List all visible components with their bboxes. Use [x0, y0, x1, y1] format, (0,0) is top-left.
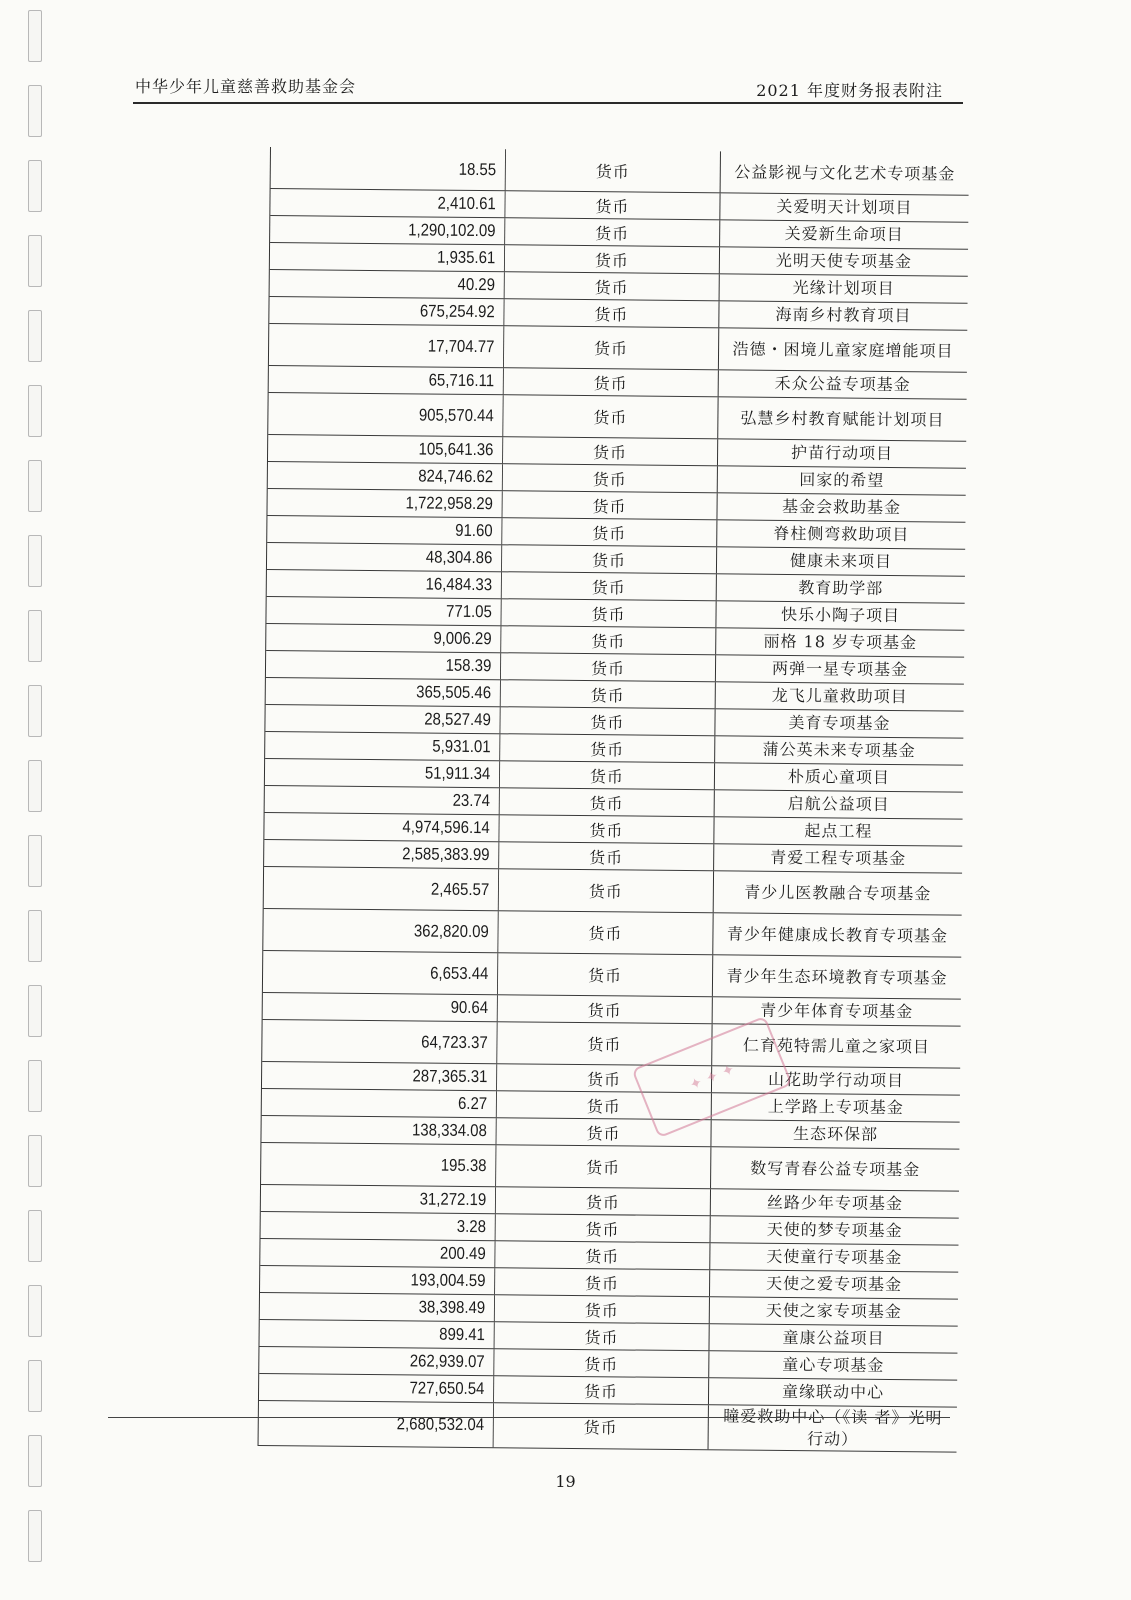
asset-type-cell: 货币	[501, 680, 716, 708]
project-name-cell: 禾众公益专项基金	[774, 373, 911, 395]
amount-cell: 31,272.19	[289, 1185, 496, 1213]
asset-type-cell: 货币	[495, 1295, 710, 1323]
asset-type-cell: 货币	[496, 1187, 711, 1215]
table-row	[264, 867, 962, 916]
table-row	[271, 147, 969, 196]
project-name-cell: 龙飞儿童救助项目	[771, 685, 908, 707]
asset-type-cell: 货币	[500, 788, 715, 816]
binding-hole	[28, 535, 42, 587]
table-row	[268, 393, 966, 442]
amount-cell: 18.55	[299, 147, 506, 190]
table-row	[269, 324, 967, 373]
amount-cell: 38,398.49	[288, 1293, 495, 1321]
asset-type-cell: 货币	[498, 995, 713, 1023]
asset-type-cell: 货币	[504, 326, 719, 369]
binding-hole	[28, 1360, 42, 1412]
amount-cell: 91.60	[295, 516, 502, 544]
project-name-cell: 蒲公英未来专项基金	[762, 739, 916, 761]
project-name-cell: 浩德・困境儿童家庭增能项目	[732, 338, 954, 361]
project-name-cell: 丽格 18 岁专项基金	[763, 631, 918, 653]
asset-type-cell: 货币	[495, 1241, 710, 1269]
amount-cell: 3.28	[289, 1212, 496, 1240]
binding-hole	[28, 1510, 42, 1562]
table-bottom-rule	[108, 1417, 950, 1418]
project-name-cell: 弘慧乡村教育赋能计划项目	[740, 408, 945, 429]
amount-cell: 1,935.61	[298, 243, 505, 271]
binding-hole	[28, 1135, 42, 1187]
binding-hole	[28, 835, 42, 887]
project-name-cell: 上学路上专项基金	[767, 1096, 904, 1118]
amount-cell: 771.05	[295, 597, 502, 625]
fund-balance-table	[258, 147, 969, 1453]
project-name-cell: 回家的希望	[799, 470, 885, 490]
amount-cell: 9,006.29	[294, 624, 501, 652]
asset-type-cell: 货币	[498, 911, 713, 954]
project-name-cell: 青少年健康成长教育专项基金	[726, 923, 949, 946]
project-name-cell: 健康未来项目	[789, 551, 893, 571]
project-name-cell: 光明天使专项基金	[775, 250, 913, 272]
binding-hole	[28, 910, 42, 962]
binding-hole	[28, 310, 42, 362]
amount-cell: 4,974,596.14	[293, 813, 500, 841]
amount-cell: 824,746.62	[296, 462, 503, 490]
project-name-cell: 青爱工程专项基金	[770, 847, 907, 869]
amount-cell: 287,365.31	[290, 1062, 497, 1090]
project-name-cell: 天使的梦专项基金	[766, 1219, 903, 1241]
amount-cell: 1,722,958.29	[296, 489, 503, 517]
amount-cell: 200.49	[288, 1239, 495, 1267]
asset-type-cell: 货币	[500, 761, 715, 789]
amount-cell: 1,290,102.09	[298, 216, 505, 244]
auditor-stamp: ✦ ✦ ✦	[631, 1016, 792, 1139]
project-name-cell: 青少年生态环境教育专项基金	[726, 965, 948, 988]
amount-cell: 2,585,383.99	[292, 840, 499, 868]
table-row	[261, 1143, 959, 1192]
asset-type-cell: 货币	[503, 395, 718, 438]
asset-type-cell: 货币	[499, 815, 714, 843]
amount-cell: 65,716.11	[297, 366, 504, 394]
project-name-cell: 起点工程	[804, 821, 873, 841]
organization-name: 中华少年儿童慈善救助基金会	[135, 77, 357, 96]
asset-type-cell: 货币	[505, 191, 720, 219]
project-name-cell: 童缘联动中心	[781, 1381, 885, 1402]
project-name-cell: 快乐小陶子项目	[780, 604, 901, 626]
amount-cell: 193,004.59	[288, 1266, 495, 1294]
project-name-cell: 青少儿医教融合专项基金	[744, 882, 932, 903]
asset-type-cell: 货币	[501, 653, 716, 681]
asset-type-cell: 货币	[496, 1145, 711, 1188]
project-name-cell: 朴质心童项目	[787, 767, 891, 787]
table-row	[263, 909, 961, 958]
asset-type-cell: 货币	[505, 272, 720, 300]
amount-cell: 899.41	[288, 1320, 495, 1348]
asset-type-cell: 货币	[495, 1268, 710, 1296]
amount-cell: 48,304.86	[295, 543, 502, 571]
project-name-cell: 脊柱侧弯救助项目	[773, 523, 910, 545]
binding-hole	[28, 235, 42, 287]
binding-holes	[0, 0, 60, 1600]
project-name-cell: 青少年体育专项基金	[760, 1000, 914, 1022]
amount-cell: 138,334.08	[290, 1116, 497, 1144]
page-header	[133, 70, 963, 104]
asset-type-cell: 货币	[505, 245, 720, 273]
binding-hole	[28, 685, 42, 737]
amount-cell: 727,650.54	[287, 1374, 494, 1402]
project-name-cell: 关爱明天计划项目	[776, 196, 913, 218]
binding-hole	[28, 985, 42, 1037]
amount-cell: 6,653.44	[291, 951, 498, 994]
amount-cell: 195.38	[289, 1143, 496, 1186]
report-title: 2021 年度财务报表附注	[756, 81, 943, 100]
project-name-cell: 海南乡村教育项目	[775, 304, 912, 326]
amount-cell: 5,931.01	[293, 732, 500, 760]
binding-hole	[28, 460, 42, 512]
asset-type-cell: 货币	[506, 149, 721, 192]
asset-type-cell: 货币	[502, 572, 717, 600]
project-name-cell: 天使之家专项基金	[765, 1300, 902, 1322]
amount-cell: 2,410.61	[299, 189, 506, 217]
asset-type-cell: 货币	[497, 1022, 712, 1065]
project-name-cell: 童康公益项目	[782, 1327, 885, 1348]
asset-type-cell: 货币	[503, 464, 718, 492]
asset-type-cell: 货币	[499, 869, 714, 912]
asset-type-cell: 货币	[501, 599, 716, 627]
amount-cell: 675,254.92	[298, 297, 505, 325]
amount-cell: 40.29	[298, 270, 505, 298]
amount-cell: 90.64	[291, 993, 498, 1021]
project-name-cell: 仁育苑特需儿童之家项目	[742, 1035, 930, 1056]
asset-type-cell: 货币	[502, 545, 717, 573]
binding-hole	[28, 610, 42, 662]
binding-hole	[28, 1285, 42, 1337]
asset-type-cell: 货币	[494, 1349, 709, 1377]
amount-cell: 16,484.33	[295, 570, 502, 598]
amount-cell: 23.74	[293, 786, 500, 814]
amount-cell: 105,641.36	[296, 435, 503, 463]
amount-cell: 17,704.77	[297, 324, 504, 367]
project-name-cell: 美育专项基金	[788, 713, 891, 733]
binding-hole	[28, 385, 42, 437]
amount-cell: 362,820.09	[291, 909, 498, 952]
project-name-cell: 公益影视与文化艺术专项基金	[734, 161, 956, 184]
project-name-cell: 天使童行专项基金	[766, 1246, 903, 1268]
amount-cell: 905,570.44	[296, 393, 503, 436]
project-name-cell: 启航公益项目	[787, 794, 890, 814]
table-row	[259, 1401, 957, 1453]
project-name-cell: 关爱新生命项目	[784, 223, 904, 245]
project-name-cell: 数写青春公益专项基金	[750, 1158, 921, 1179]
amount-cell: 365,505.46	[294, 678, 501, 706]
table-row	[263, 951, 961, 1000]
project-name-cell: 两弹一星专项基金	[771, 658, 909, 680]
project-name-cell: 天使之爱专项基金	[766, 1273, 903, 1295]
binding-hole	[28, 1060, 42, 1112]
project-name-cell: 护苗行动项目	[790, 443, 894, 463]
amount-cell: 64,723.37	[290, 1020, 497, 1063]
amount-cell: 2,465.57	[292, 867, 499, 910]
table-row	[262, 1020, 960, 1069]
project-name-cell: 瞳爱救助中心（《读 者》光明行动）	[723, 1406, 943, 1449]
amount-cell: 51,911.34	[293, 759, 500, 787]
asset-type-cell: 货币	[501, 626, 716, 654]
binding-hole	[28, 760, 42, 812]
binding-hole	[28, 160, 42, 212]
asset-type-cell: 货币	[496, 1118, 711, 1146]
project-name-cell: 光缘计划项目	[792, 278, 895, 299]
project-name-cell: 基金会救助基金	[781, 496, 902, 518]
asset-type-cell: 货币	[503, 437, 718, 465]
binding-hole	[28, 85, 42, 137]
asset-type-cell: 货币	[502, 518, 717, 546]
page-number: 19	[555, 1472, 576, 1491]
binding-hole	[28, 1210, 42, 1262]
asset-type-cell: 货币	[494, 1376, 709, 1404]
amount-cell: 262,939.07	[287, 1347, 494, 1375]
project-name-cell: 生态环保部	[792, 1124, 879, 1144]
asset-type-cell: 货币	[494, 1403, 709, 1449]
amount-cell: 158.39	[294, 651, 501, 679]
asset-type-cell: 货币	[494, 1322, 709, 1350]
project-name-cell: 教育助学部	[798, 578, 884, 598]
project-name-cell: 童心专项基金	[782, 1354, 885, 1375]
asset-type-cell: 货币	[496, 1214, 711, 1242]
asset-type-cell: 货币	[504, 299, 719, 327]
asset-type-cell: 货币	[502, 491, 717, 519]
project-name-cell: 山花助学行动项目	[767, 1069, 905, 1091]
asset-type-cell: 货币	[500, 707, 715, 735]
amount-cell: 6.27	[290, 1089, 497, 1117]
asset-type-cell: 货币	[497, 1064, 712, 1092]
asset-type-cell: 货币	[504, 368, 719, 396]
asset-type-cell: 货币	[500, 734, 715, 762]
amount-cell: 28,527.49	[294, 705, 501, 733]
asset-type-cell: 货币	[499, 842, 714, 870]
asset-type-cell: 货币	[497, 1091, 712, 1119]
asset-type-cell: 货币	[498, 953, 713, 996]
asset-type-cell: 货币	[505, 218, 720, 246]
binding-hole	[28, 10, 42, 62]
amount-cell: 2,680,532.04	[287, 1401, 494, 1447]
project-name-cell: 丝路少年专项基金	[766, 1192, 903, 1214]
